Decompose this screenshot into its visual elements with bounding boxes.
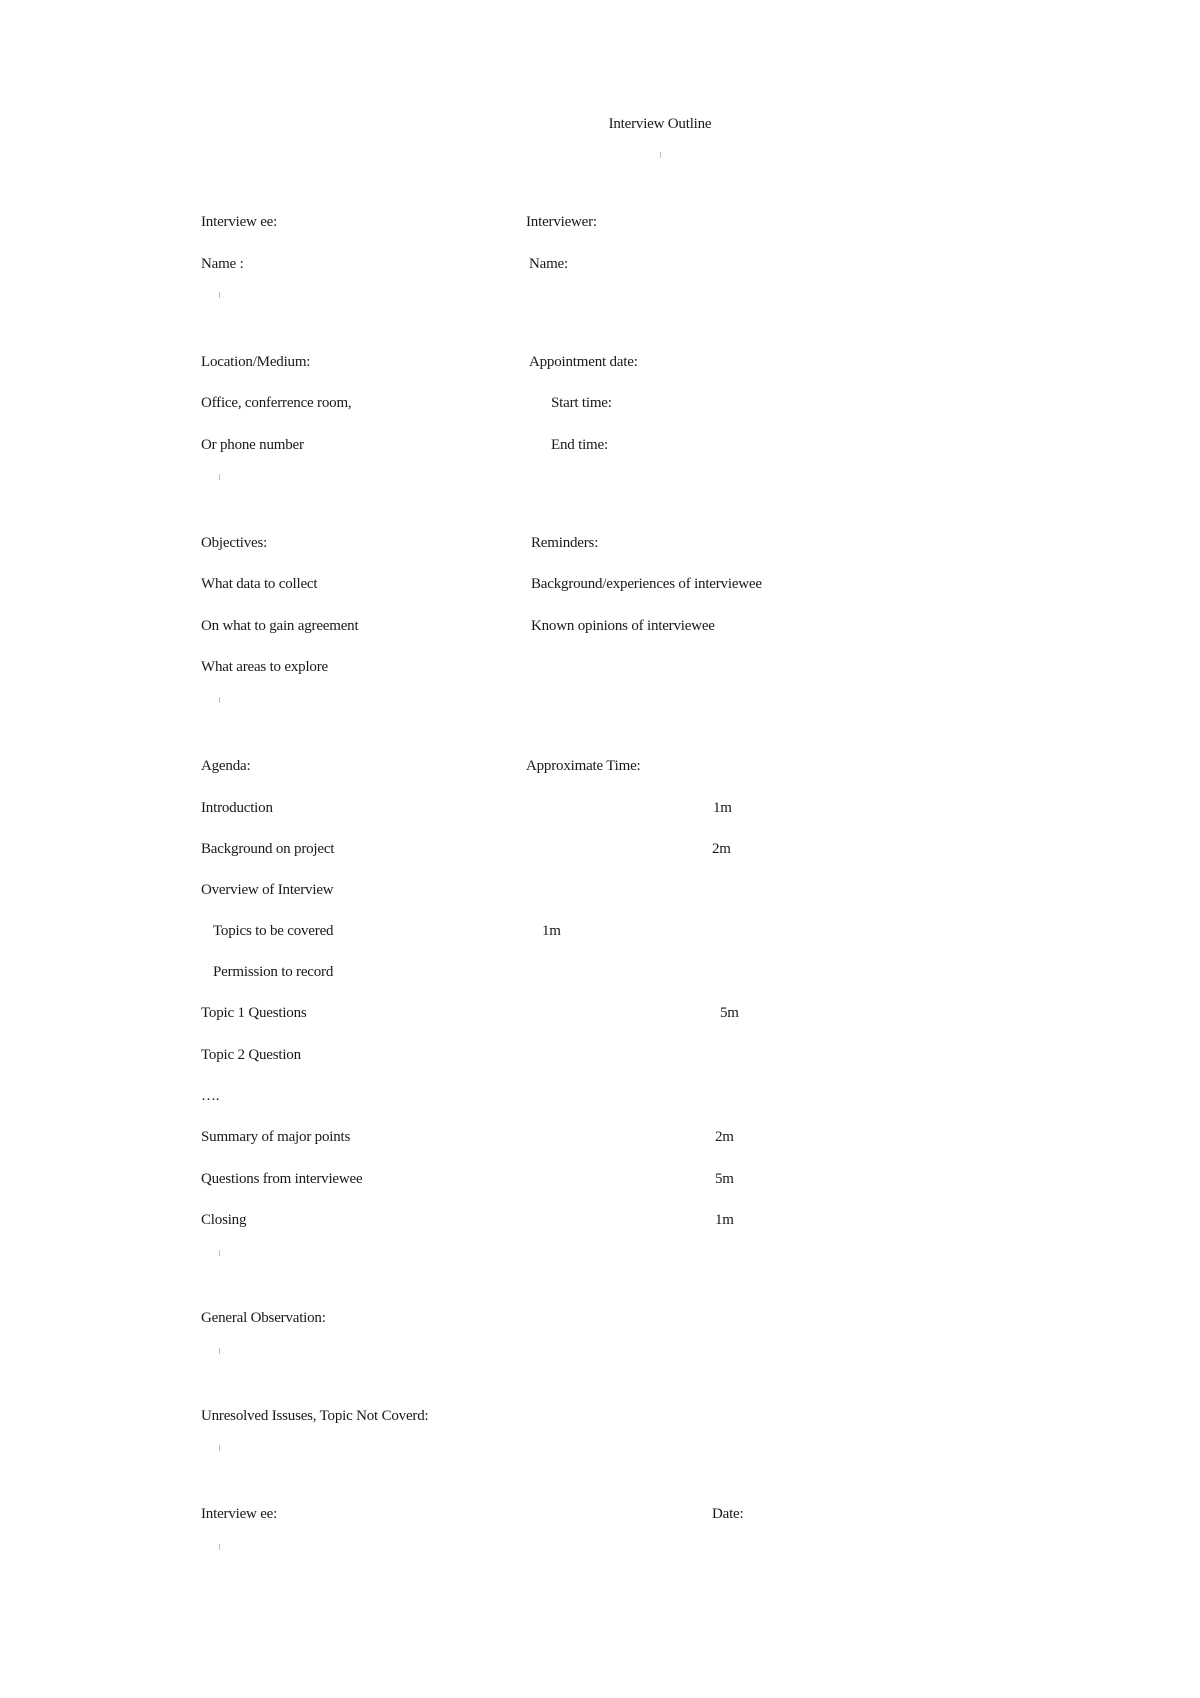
reminder-item: Background/experiences of interviewee [531, 576, 762, 592]
interviewee-label: Interview ee: [201, 214, 278, 230]
paragraph-mark [219, 1544, 220, 1550]
paragraph-mark [219, 1348, 220, 1354]
end-time-label: End time: [551, 437, 608, 453]
agenda-time: 2m [715, 1129, 734, 1145]
agenda-item: Overview of Interview [201, 882, 334, 898]
signoff-date-label: Date: [712, 1506, 744, 1522]
paragraph-mark [219, 292, 220, 298]
interviewer-name-label: Name: [529, 256, 568, 272]
agenda-time: 5m [715, 1171, 734, 1187]
objective-item: On what to gain agreement [201, 618, 359, 634]
reminders-label: Reminders: [531, 535, 599, 551]
objective-item: What areas to explore [201, 659, 328, 675]
agenda-time: 1m [542, 923, 561, 939]
paragraph-mark [219, 1250, 220, 1256]
agenda-label: Agenda: [201, 758, 251, 774]
agenda-time: 1m [715, 1212, 734, 1228]
paragraph-mark [219, 1445, 220, 1451]
reminder-item: Known opinions of interviewee [531, 618, 715, 634]
agenda-item: Background on project [201, 841, 335, 857]
location-label: Location/Medium: [201, 354, 311, 370]
paragraph-mark [219, 474, 220, 480]
appointment-date-label: Appointment date: [529, 354, 638, 370]
start-time-label: Start time: [551, 395, 612, 411]
agenda-time: 2m [712, 841, 731, 857]
agenda-time: 1m [713, 800, 732, 816]
agenda-item: Topic 1 Questions [201, 1005, 307, 1021]
agenda-item: Introduction [201, 800, 273, 816]
general-observation-label: General Observation: [201, 1310, 326, 1326]
paragraph-mark [660, 152, 661, 158]
signoff-interviewee-label: Interview ee: [201, 1506, 278, 1522]
paragraph-mark [219, 697, 220, 703]
agenda-time: 5m [720, 1005, 739, 1021]
unresolved-issues-label: Unresolved Issuses, Topic Not Coverd: [201, 1408, 429, 1424]
agenda-item: Summary of major points [201, 1129, 351, 1145]
agenda-item: …. [201, 1088, 220, 1104]
interviewee-name-label: Name : [201, 256, 244, 272]
page-title: Interview Outline [608, 116, 712, 132]
agenda-subitem: Permission to record [213, 964, 334, 980]
agenda-item: Closing [201, 1212, 247, 1228]
agenda-item: Questions from interviewee [201, 1171, 363, 1187]
agenda-subitem: Topics to be covered [213, 923, 334, 939]
location-line-2: Or phone number [201, 437, 304, 453]
approximate-time-label: Approximate Time: [526, 758, 641, 774]
agenda-item: Topic 2 Question [201, 1047, 301, 1063]
interviewer-label: Interviewer: [526, 214, 597, 230]
objectives-label: Objectives: [201, 535, 268, 551]
location-line-1: Office, conferrence room, [201, 395, 352, 411]
objective-item: What data to collect [201, 576, 318, 592]
